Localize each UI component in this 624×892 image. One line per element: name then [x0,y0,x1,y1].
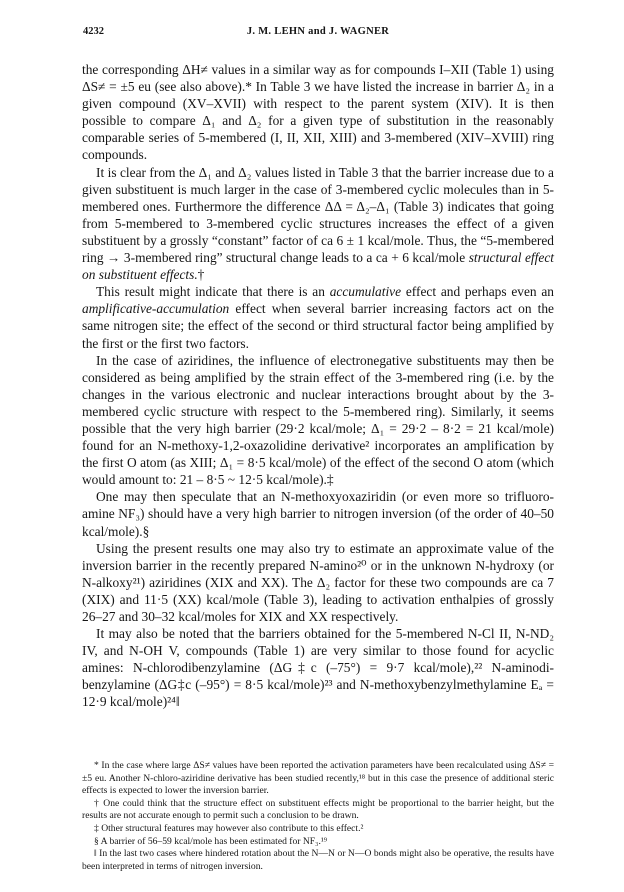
paragraph-5: One may then speculate that an N-methoxyoxaziridin (or even more so trifluoro-amine NF₃) should have a very high barrier to nitrogen inversion (of the order of 40–50 kcal/mole).§ [82,489,554,539]
amplificative-accumulation-term: amplificative-accumulation [82,301,230,317]
footnote-4: § A barrier of 56–59 kcal/mole has been estimated for NF₃.¹⁹ [94,835,328,847]
page-number: 4232 [83,26,104,37]
page-header [83,26,553,42]
paragraph-3-text-b: effect and perhaps even an [401,284,554,300]
running-title: J. M. LEHN and J. WAGNER [246,26,390,37]
paragraph-2 [82,164,554,284]
paragraph-7: It may also be noted that the barriers obtained for the 5-membered N-Cl II, N-ND₂ IV, and N-OH V, compounds (Table 1) are very similar to those found for acyclic amines: N-chlorodibenzylamine (ΔG‡c (–75°) = 9·7 kcal/mole),²² N-aminodi-benzylamine (ΔG‡c (–95°) = 8·5 kcal/mole)²³ and N-methoxybenzylmethylamine Eₐ = 12·9 kcal/mole)²⁴‖ [82,626,554,710]
footnote-2: † One could think that the structure effect on substituent effects might be proportional to the barrier height, but the results are not accurate enough to permit such a conclusion to be drawn. [82,797,554,822]
footnote-1: * In the case where large ΔS≠ values have been reported the activation parameters have been recalculated using ΔS≠ = ±5 eu. Another N-chloro-aziridine derivative has been studied recently,¹⁸ but in this case the presence of additional steric effects is expected to lower the inversion barrier. [82,760,554,797]
paragraph-4: In the case of aziridines, the influence of electronegative substituents may then be considered as being amplified by the strain effect of the 3-membered ring (i.e. by the changes in the various electronic and nuclear interactions brought about by the 3-membered cyclic structure with respect to the 5-membered ring). Similarly, it seems possible that the very high barrier (29·2 kcal/mole; Δ₁ = 29·2 – 8·2 = 21 kcal/mole) found for an N-methoxy-1,2-oxazolidine derivative² incorporates an amplification by the first O atom (as XIII; Δ₁ = 8·5 kcal/mole) of the effect of the second O atom (which would amount to: 21 – 8·5 ~ 12·5 kcal/mole).‡ [82,352,554,488]
footnote-3: ‡ Other structural features may however also contribute to this effect.² [94,822,364,834]
paragraph-3-text-a: This result might indicate that there is an [96,284,330,300]
body-text [82,61,554,711]
accumulative-term: accumulative [329,284,402,300]
paragraph-3-text-c: effect when several barrier increasing factors act on the same nitrogen site; the effect of the second or third structural factor being amplified by the first or the first two factors. [82,301,554,351]
paragraph-1: the corresponding ΔH≠ values in a similar way as for compounds I–XII (Table 1) using ΔS≠ = ±5 eu (see also above).* In Table 3 we have listed the increase in barrier Δ₂ in a given compound (XV–XVII) with respect to the parent system (XIV). It is then possible to compare Δ₁ and Δ₂ for a given type of substitution in the reasonably comparable series of 5-membered (I, II, XII, XIII) and 3-membered (XIV–XVIII) ring compounds. [82,62,554,163]
footnotes [82,760,554,873]
paragraph-3 [82,283,554,351]
footnote-5: ‖ In the last two cases where hindered rotation about the N—N or N—O bonds might also be operative, the results have been interpreted in terms of nitrogen inversion. [82,848,554,872]
paragraph-2-text: It is clear from the Δ₁ and Δ₂ values listed in Table 3 that the barrier increase due to a given substituent is much larger in the case of 3-membered cyclic molecules than in 5-membered ones. Furthermore the difference ΔΔ = Δ₂–Δ₁ (Table 3) indicates that going from 5-membered to 3-membered cyclic structures increases the effect of a given substituent by a grossly “constant” factor of ca 6 ± 1 kcal/mole. Thus, the “5-membered ring → 3-membered ring” structural change leads to a ca + 6 kcal/mole [82,164,554,266]
paragraph-6: Using the present results one may also try to estimate an approximate value of the inversion barrier in the recently prepared N-amino²⁰ or in the unknown N-hydroxy (or N-alkoxy²¹) aziridines (XIX and XX). The Δ₂ factor for these two compounds are ca 7 (XIX) and 11·5 (XX) kcal/mole (Table 3), leading to activation enthalpies of grossly 26–27 and 30–32 kcal/moles for XIX and XX respectively. [82,540,554,624]
footnote-mark-dagger: † [197,267,205,283]
structural-effect-phrase: structural effect on substituent effects. [82,250,554,283]
